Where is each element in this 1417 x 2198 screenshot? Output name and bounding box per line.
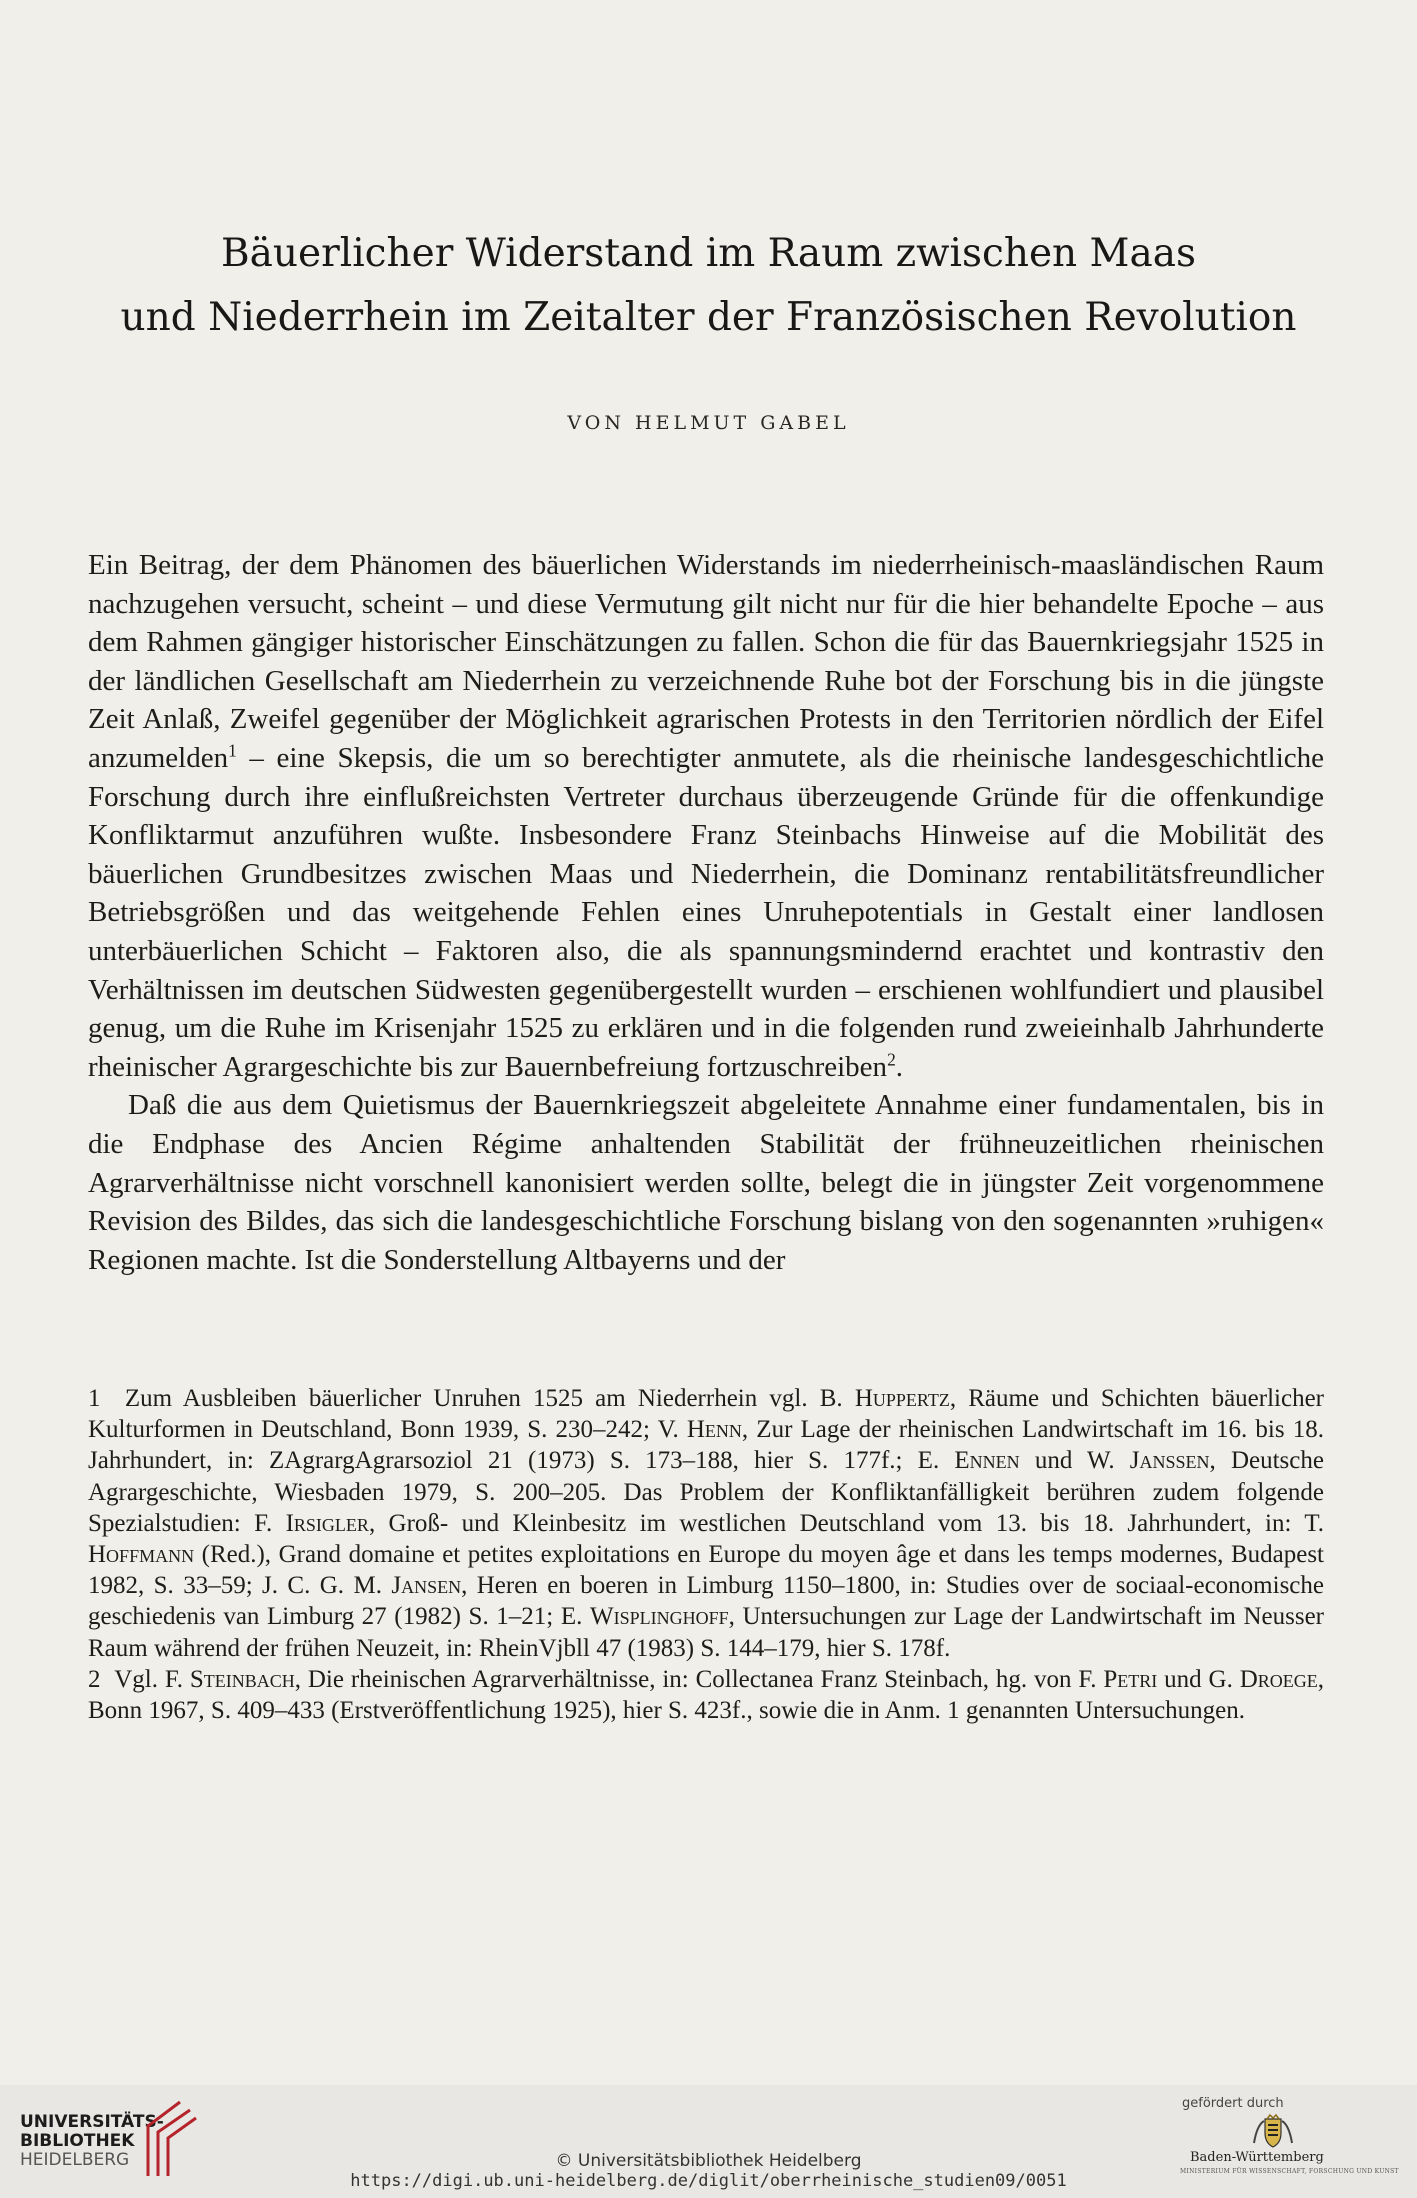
footnote-text: , Zur Lage der rheinischen Landwirtschaft im 16. bis 18. Jahrhundert, in: ZAgrargAgrarsoziol 21 (1973) S. 173–188, hier S. 177f.; E. <box>88 1416 1324 1475</box>
library-name-line-3: HEIDELBERG <box>20 2150 130 2170</box>
footnote-text: (Red.), Grand domaine et petites exploitations en Europe du moyen âge et dans les temps modernes, Budapest 1982, S. 33–59; J. C. G. M. <box>88 1541 1324 1600</box>
body-text <box>88 546 1324 1279</box>
author-name: Hoffmann <box>88 1541 195 1569</box>
sponsor-name: Baden-Württemberg <box>1190 2150 1324 2165</box>
author-name: Henn <box>686 1416 742 1444</box>
paragraph-1-part-b: – eine Skepsis, die um so berechtigter anmutete, als die rheinische landesgeschichtliche Forschung durch ihre einflußreichsten Vertreter durchaus überzeugende Gründe für die offenkundige Konfliktarmut anzuführen wußte. Insbesondere Franz Steinbachs Hinweise auf die Mobilität des bäuerlichen Grundbesitzes zwischen Maas und Niederrhein, die Dominanz rentabilitätsfreundlicher Betriebsgrößen und das weitgehende Fehlen eines Unruhepotentials in Gestalt einer landlosen unterbäuerlichen Schicht – Faktoren also, die als spannungsmindernd erachtet und kontrastiv den Verhältnissen im deutschen Südwesten gegenübergestellt wurden – erschienen wohlfundiert und plausibel genug, um die Ruhe im Krisenjahr 1525 zu erklären und in die folgenden rund zweieinhalb Jahrhunderte rheinischer Agrargeschichte bis zur Bauernbefreiung fortzuschreiben <box>88 741 1324 1083</box>
author-name: Janssen <box>1129 1447 1210 1475</box>
footnote-2-number: 2 <box>88 1665 101 1693</box>
author-name: Irsigler <box>285 1509 369 1537</box>
footnote-text: , Die rheinischen Agrarverhältnisse, in: Collectanea Franz Steinbach, hg. von F. <box>294 1665 1104 1693</box>
author-name: Wisplinghoff <box>589 1603 729 1631</box>
coat-of-arms-icon <box>1250 2113 1296 2149</box>
title-line-2: und Niederrhein im Zeitalter der Französischen Revolution <box>120 295 1297 340</box>
footnote-text: und G. <box>1157 1665 1240 1693</box>
footnote-ref-1: 1 <box>228 740 237 761</box>
library-name-line-1: UNIVERSITÄTS- <box>20 2112 164 2132</box>
footnote-1 <box>88 1383 1324 1664</box>
sponsor-ministry: MINISTERIUM FÜR WISSENSCHAFT, FORSCHUNG UND KUNST <box>1180 2168 1399 2175</box>
footnote-text: Zum Ausbleiben bäuerlicher Unruhen 1525 am Niederrhein vgl. B. <box>124 1385 855 1412</box>
footnote-2 <box>88 1664 1324 1726</box>
permalink-url[interactable]: https://digi.ub.uni-heidelberg.de/diglit/oberrheinische_studien09/0051 <box>350 2171 1067 2191</box>
footnote-text: Vgl. F. <box>114 1665 190 1693</box>
paragraph-1-part-c: . <box>895 1050 904 1083</box>
paragraph-2: Daß die aus dem Quietismus der Bauernkriegszeit abgeleitete Annahme einer fundamentalen, bis in die Endphase des Ancien Régime anhaltenden Stabilität der frühneuzeitlichen rheinischen Agrarverhältnisse nicht vorschnell kanonisiert werden sollte, belegt die in jüngster Zeit vorgenommene Revision des Bildes, das sich die landesgeschichtliche Forschung bislang von den sogenannten »ruhigen« Regionen machte. Ist die Sonderstellung Altbayerns und der <box>88 1089 1324 1276</box>
footnote-text: , Groß- und Kleinbesitz im westlichen Deutschland vom 13. bis 18. Jahrhundert, in: T. <box>368 1509 1324 1537</box>
library-name-line-2: BIBLIOTHEK <box>20 2131 135 2151</box>
author-name: Petri <box>1103 1665 1158 1693</box>
sponsor-label: gefördert durch <box>1182 2096 1284 2111</box>
paragraph-1 <box>88 546 1324 1086</box>
footnote-text: , Bonn 1967, S. 409–433 (Erstveröffentlichung 1925), hier S. 423f., sowie die in Anm. 1 genannten Untersuchungen. <box>88 1665 1325 1725</box>
author-name: Ennen <box>954 1447 1020 1475</box>
author-name: Huppertz <box>854 1385 950 1412</box>
footnote-text: , Heren en boeren in Limburg 1150–1800, in: Studies over de sociaal-economische geschiedenis van Limburg 27 (1982) S. 1–21; E. <box>88 1572 1324 1631</box>
title-line-1: Bäuerlicher Widerstand im Raum zwischen Maas <box>220 231 1197 276</box>
copyright-notice: © Universitätsbibliothek Heidelberg <box>555 2151 862 2171</box>
author-name: Droege <box>1239 1665 1318 1693</box>
footnote-ref-2: 2 <box>887 1049 896 1070</box>
footnote-text: , Deutsche Agrargeschichte, Wiesbaden 1979, S. 200–205. Das Problem der Konfliktanfälligkeit berühren zudem folgende Spezialstudien: F. <box>88 1447 1324 1537</box>
article-title <box>80 222 1337 350</box>
author-byline: VON HELMUT GABEL <box>567 412 850 434</box>
author-name: Jansen <box>391 1572 462 1600</box>
footnote-text: und W. <box>1019 1447 1130 1475</box>
author-name: Steinbach <box>189 1665 295 1693</box>
paragraph-1-part-a: Ein Beitrag, der dem Phänomen des bäuerlichen Widerstands im niederrheinisch-maasländischen Raum nachzugehen versucht, scheint – und diese Vermutung gilt nicht nur für die hier behandelte Epoche – aus dem Rahmen gängiger historischer Einschätzungen zu fallen. Schon die für das Bauernkriegsjahr 1525 in der ländlichen Gesellschaft am Niederrhein zu verzeichnende Ruhe bot der Forschung bis in die jüngste Zeit Anlaß, Zweifel gegenüber der Möglichkeit agrarischen Protests in den Territorien nördlich der Eifel anzumelden <box>88 549 1324 774</box>
footnotes <box>88 1383 1324 1726</box>
footnote-text: , Untersuchungen zur Lage der Landwirtschaft im Neusser Raum während der frühen Neuzeit, in: RheinVjbll 47 (1983) S. 144–179, hier S. 178f. <box>88 1603 1324 1662</box>
footnote-text: , Räume und Schichten bäuerlicher Kulturformen in Deutschland, Bonn 1939, S. 230–242; V. <box>88 1385 1325 1444</box>
footnote-1-number: 1 <box>88 1385 101 1412</box>
